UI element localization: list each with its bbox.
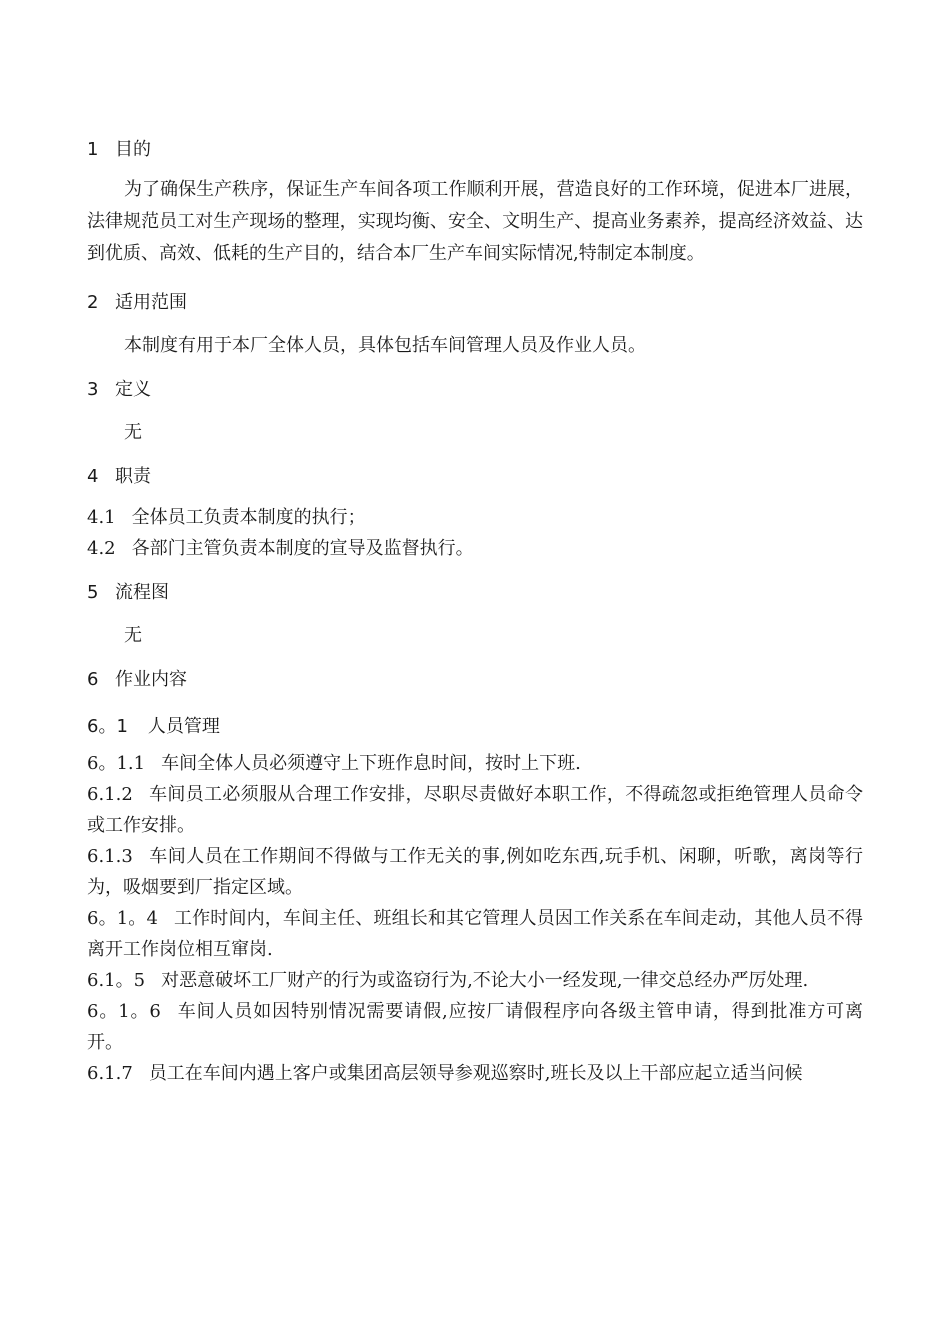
item-number: 6.1.7 <box>87 1063 133 1084</box>
item-number: 6。1.1 <box>87 753 146 774</box>
document-body <box>87 137 863 1089</box>
item-number: 4.1 <box>87 507 116 528</box>
item-text: 工作时间内，车间主任、班组长和其它管理人员因工作关系在车间走动，其他人员不得离开工作岗位相互窜岗. <box>87 908 864 960</box>
section-heading <box>87 290 863 316</box>
item-text: 车间人员如因特别情况需要请假,应按厂请假程序向各级主管申请，得到批准方可离开。 <box>87 1001 864 1053</box>
item-text: 全体员工负责本制度的执行； <box>131 507 366 528</box>
item-number: 6.1。5 <box>87 970 146 991</box>
section-heading <box>87 667 863 693</box>
item-number: 6.1.2 <box>87 784 133 805</box>
section-number: 4 <box>87 466 99 487</box>
list-item <box>87 779 863 841</box>
section-heading <box>87 580 863 606</box>
list-item <box>87 903 863 965</box>
list-item <box>87 533 863 564</box>
list-item <box>87 996 863 1058</box>
section-number: 6 <box>87 669 99 690</box>
subsection-number: 6。1 <box>87 716 128 737</box>
item-text: 车间人员在工作期间不得做与工作无关的事,例如吃东西,玩手机、闲聊，听歌，离岗等行为，吸烟要到厂指定区域。 <box>87 846 863 898</box>
item-text: 员工在车间内遇上客户或集团高层领导参观巡察时,班长及以上干部应起立适当问候 <box>148 1063 803 1084</box>
section-heading <box>87 464 863 490</box>
section-paragraph: 无 <box>124 422 142 443</box>
item-text: 各部门主管负责本制度的宣导及监督执行。 <box>131 538 474 559</box>
item-text: 车间员工必须服从合理工作安排，尽职尽责做好本职工作，不得疏忽或拒绝管理人员命令或工作安排。 <box>87 784 863 836</box>
section-title: 作业内容 <box>115 669 187 690</box>
list-item <box>87 748 863 779</box>
section-title: 流程图 <box>115 582 169 603</box>
section-title: 定义 <box>115 379 151 400</box>
item-text: 对恶意破坏工厂财产的行为或盗窃行为,不论大小一经发现,一律交总经办严厉处理. <box>161 970 809 991</box>
subsection-heading <box>87 714 863 740</box>
item-number: 6。1。4 <box>87 908 158 929</box>
item-number: 6。1。6 <box>87 1001 161 1022</box>
section-paragraph: 为了确保生产秩序，保证生产车间各项工作顺利开展，营造良好的工作环境，促进本厂进展，法律规范员工对生产现场的整理，实现均衡、安全、文明生产、提高业务素养，提高经济效益、达到优质、高效、低耗的生产目的，结合本厂生产车间实际情况,特制定本制度。 <box>87 179 863 264</box>
list-item <box>87 502 863 533</box>
section-heading <box>87 137 863 163</box>
list-item <box>87 965 863 996</box>
section-heading <box>87 377 863 403</box>
section-number: 2 <box>87 292 99 313</box>
item-number: 4.2 <box>87 538 116 559</box>
section-paragraph: 本制度有用于本厂全体人员，具体包括车间管理人员及作业人员。 <box>124 335 646 356</box>
list-item <box>87 841 863 903</box>
section-number: 5 <box>87 582 99 603</box>
section-title: 职责 <box>115 466 151 487</box>
item-number: 6.1.3 <box>87 846 133 867</box>
section-number: 1 <box>87 139 99 160</box>
list-item <box>87 1058 863 1089</box>
section-paragraph: 无 <box>124 625 142 646</box>
item-text: 车间全体人员必须遵守上下班作息时间，按时上下班. <box>161 753 581 774</box>
section-title: 目的 <box>115 139 151 160</box>
subsection-title: 人员管理 <box>147 716 220 737</box>
section-title: 适用范围 <box>115 292 187 313</box>
section-number: 3 <box>87 379 99 400</box>
